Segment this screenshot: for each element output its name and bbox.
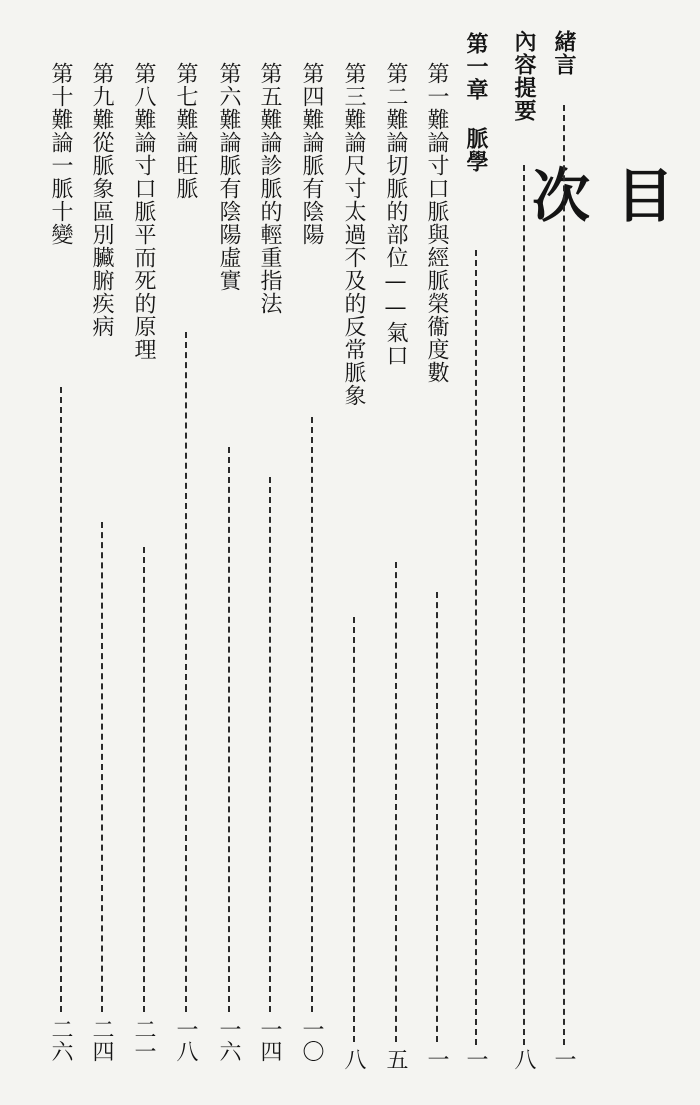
- toc-entry-difficulty-6: [213, 62, 243, 1082]
- toc-page-number: 一: [463, 1048, 488, 1070]
- leader-dots: [185, 332, 187, 1012]
- toc-entry-summary: [508, 30, 538, 1080]
- toc-page-number: 二一: [131, 1018, 156, 1062]
- toc-entry-difficulty-3: [338, 62, 368, 1082]
- leader-dots: [436, 592, 438, 1042]
- toc-entry-text: 緒言: [551, 30, 576, 76]
- toc-page-number: 八: [341, 1048, 366, 1070]
- toc-entry-text: 第一難論寸口脈與經脈榮衞度數: [424, 62, 449, 384]
- toc-entry-difficulty-10: [45, 62, 75, 1082]
- leader-dots: [228, 447, 230, 1012]
- leader-dots: [395, 562, 397, 1042]
- toc-entry-difficulty-1: [421, 62, 451, 1082]
- toc-page-number: 二六: [48, 1018, 73, 1062]
- toc-entry-preface: [548, 30, 578, 1080]
- leader-dots: [143, 547, 145, 1012]
- toc-entry-text: 第七難論旺脈: [173, 62, 198, 200]
- leader-dots: [563, 105, 565, 1045]
- toc-entry-chapter-1: [460, 32, 490, 1082]
- toc-entry-text: 第九難從脈象區別臟腑疾病: [89, 62, 114, 338]
- toc-entry-text: 第三難論尺寸太過不及的反常脈象: [341, 62, 366, 407]
- toc-entry-text: 第十難論一脈十變: [48, 62, 73, 246]
- toc-page-number: 二四: [89, 1018, 114, 1062]
- page-title: 目次: [522, 165, 674, 343]
- toc-entry-text: 內容提要: [511, 30, 536, 122]
- toc-entry-difficulty-2: [380, 62, 410, 1082]
- toc-entry-text: 第五難論診脈的輕重指法: [257, 62, 282, 315]
- toc-entry-difficulty-9: [86, 62, 116, 1082]
- toc-page-number: 一〇: [299, 1018, 324, 1062]
- leader-dots: [101, 522, 103, 1012]
- toc-entry-difficulty-4: [296, 62, 326, 1082]
- toc-entry-text: 第八難論寸口脈平而死的原理: [131, 62, 156, 361]
- toc-page-number: 一: [424, 1048, 449, 1070]
- toc-page-number: 一六: [216, 1018, 241, 1062]
- toc-page-number: 八: [511, 1048, 536, 1070]
- leader-dots: [353, 617, 355, 1042]
- leader-dots: [60, 387, 62, 1012]
- toc-entry-text: 第六難論脈有陰陽虛實: [216, 62, 241, 292]
- toc-page-number: 一: [551, 1048, 576, 1070]
- toc-entry-difficulty-8: [128, 62, 158, 1082]
- toc-entry-text: 第一章 脈學: [463, 32, 488, 173]
- leader-dots: [311, 417, 313, 1012]
- toc-page-number: 五: [383, 1048, 408, 1070]
- toc-page-number: 一八: [173, 1018, 198, 1062]
- leader-dots: [269, 477, 271, 1012]
- leader-dots: [523, 165, 525, 1045]
- toc-entry-difficulty-5: [254, 62, 284, 1082]
- toc-page-number: 一四: [257, 1018, 282, 1062]
- toc-entry-text: 第二難論切脈的部位——氣口: [383, 62, 408, 367]
- toc-entry-difficulty-7: [170, 62, 200, 1082]
- toc-entry-text: 第四難論脈有陰陽: [299, 62, 324, 246]
- leader-dots: [475, 250, 477, 1045]
